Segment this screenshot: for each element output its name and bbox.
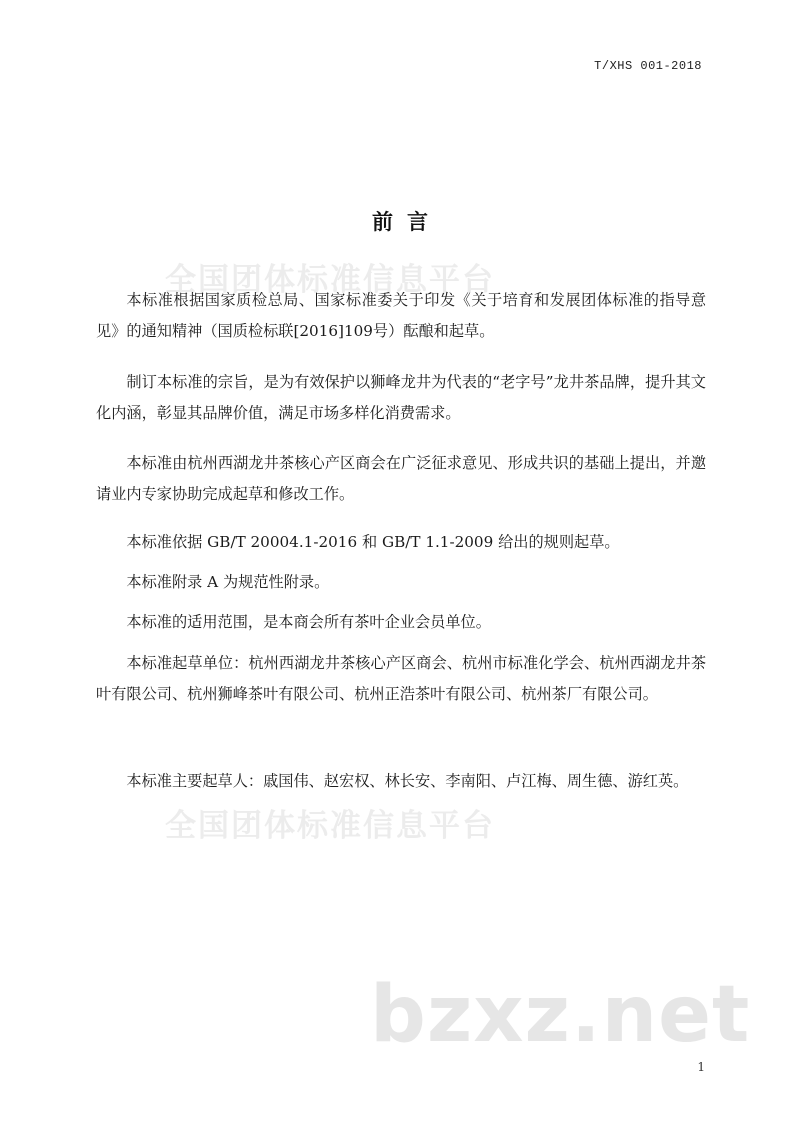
paragraph-background: 本标准根据国家质检总局、国家标准委关于印发《关于培育和发展团体标准的指导意见》的通知精神（国质检标联[2016]109号）酝酿和起草。 (96, 291, 706, 340)
paragraph-drafting-rules: 本标准依据 GB/T 20004.1-2016 和 GB/T 1.1-2009 给出的规则起草。 (126, 533, 620, 551)
paragraph-scope: 本标准的适用范围，是本商会所有茶叶企业会员单位。 (126, 613, 491, 631)
page-title: 前言 (372, 210, 442, 234)
paragraph-purpose: 制订本标准的宗旨，是为有效保护以狮峰龙井为代表的“老字号”龙井茶品牌，提升其文化内涵，彰显其品牌价值，满足市场多样化消费需求。 (96, 373, 706, 422)
paragraph-drafting-units: 本标准起草单位：杭州西湖龙井茶核心产区商会、杭州市标准化学会、杭州西湖龙井茶叶有限公司、杭州狮峰茶叶有限公司、杭州正浩茶叶有限公司、杭州茶厂有限公司。 (96, 654, 706, 703)
paragraph-proposer: 本标准由杭州西湖龙井茶核心产区商会在广泛征求意见、形成共识的基础上提出，并邀请业内专家协助完成起草和修改工作。 (96, 454, 706, 503)
page-number: 1 (697, 1060, 705, 1074)
paragraph-drafters: 本标准主要起草人：戚国伟、赵宏权、林长安、李南阳、卢江梅、周生德、游红英。 (126, 772, 689, 790)
watermark-text: 全国团体标准信息平台 (165, 808, 495, 844)
watermark-url: bzxz.net (370, 970, 751, 1060)
watermark-text: 全国团体标准信息平台 (165, 262, 495, 298)
standard-code: T/XHS 001-2018 (594, 59, 702, 73)
paragraph-appendix: 本标准附录 A 为规范性附录。 (126, 573, 330, 591)
